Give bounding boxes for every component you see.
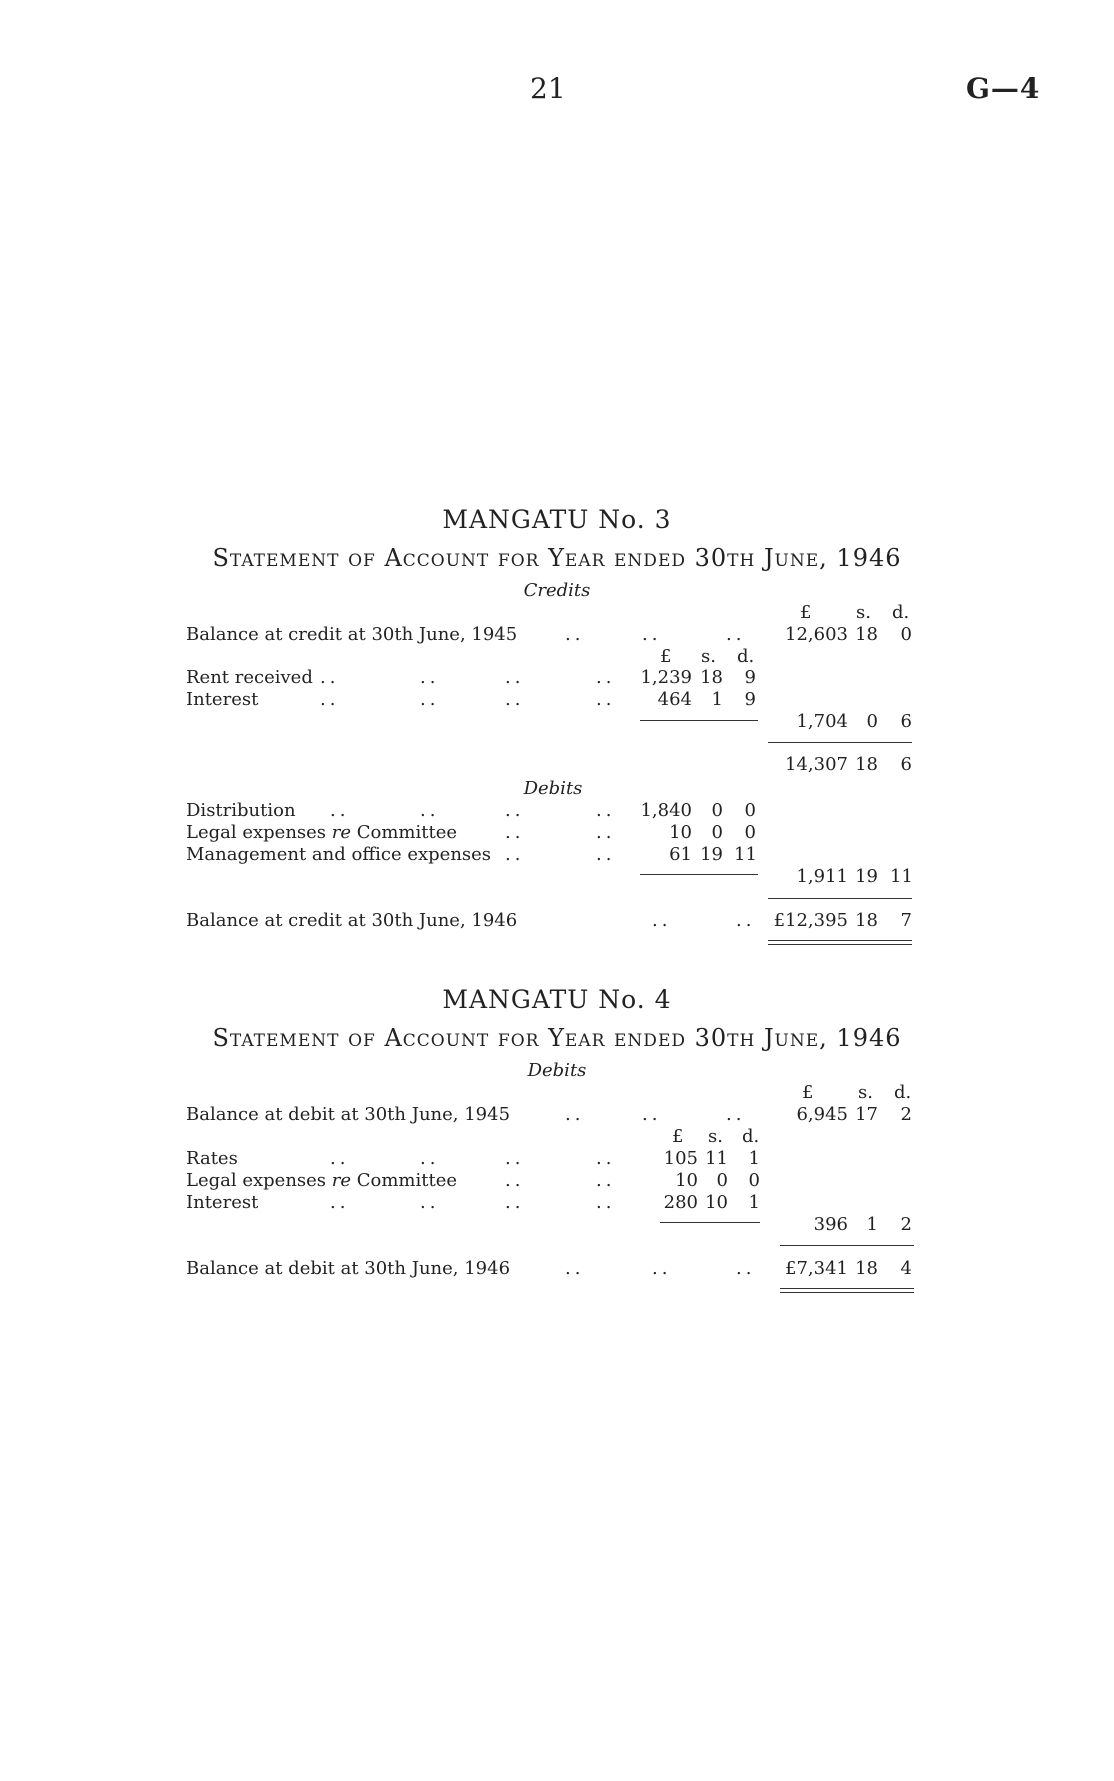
s1-subtotal-pounds: 14,307 xyxy=(785,754,848,775)
dot-leader: .. xyxy=(505,1148,525,1169)
s1-credit-pounds: 464 xyxy=(657,689,692,710)
s2-double-rule-bottom xyxy=(780,1292,914,1293)
dot-leader: .. xyxy=(596,844,616,865)
s2-inner-shillings-header: s. xyxy=(708,1126,723,1147)
s2-opening-shillings: 17 xyxy=(855,1104,878,1125)
label-part: Committee xyxy=(351,1170,458,1191)
dot-leader: .. xyxy=(505,800,525,821)
s1-opening-shillings: 18 xyxy=(855,624,878,645)
label-part: Legal expenses xyxy=(186,1170,332,1191)
s1-subtotal-shillings: 18 xyxy=(855,754,878,775)
document-reference: G—4 xyxy=(966,72,1041,105)
s2-double-rule-top xyxy=(780,1288,914,1289)
s1-credit-pence: 9 xyxy=(744,667,756,688)
s2-debit-pence: 0 xyxy=(748,1170,760,1191)
dot-leader: .. xyxy=(596,1170,616,1191)
label-emphasis: re xyxy=(331,1170,352,1191)
dot-leader: .. xyxy=(596,800,616,821)
s2-outer-pence-header: d. xyxy=(894,1082,912,1103)
s1-debits-total-shillings: 19 xyxy=(855,866,878,887)
s1-credits-total-pounds: 1,704 xyxy=(796,711,848,732)
section2-title: MANGATU No. 4 xyxy=(442,985,672,1014)
s1-subtotal-pence: 6 xyxy=(900,754,912,775)
section1-title: MANGATU No. 3 xyxy=(442,505,672,534)
dot-leader: .. xyxy=(505,822,525,843)
section1-credits-heading: Credits xyxy=(523,580,591,601)
s1-debit-shillings: 0 xyxy=(711,800,723,821)
dot-leader: .. xyxy=(565,1104,585,1125)
s2-inner-pence-header: d. xyxy=(742,1126,760,1147)
dot-leader: .. xyxy=(596,1192,616,1213)
s2-debit-pounds: 280 xyxy=(663,1192,698,1213)
s1-debit-shillings: 0 xyxy=(711,822,723,843)
s2-closing-shillings: 18 xyxy=(855,1258,878,1279)
s2-inner-pounds-header: £ xyxy=(672,1126,684,1147)
dot-leader: .. xyxy=(330,1192,350,1213)
dot-leader: .. xyxy=(652,1258,672,1279)
dot-leader: .. xyxy=(505,1192,525,1213)
s1-inner-shillings-header: s. xyxy=(701,646,716,667)
s1-outer-pence-header: d. xyxy=(892,602,910,623)
section2-debits-heading: Debits xyxy=(527,1060,587,1081)
dot-leader: .. xyxy=(505,689,525,710)
dot-leader: .. xyxy=(420,689,440,710)
s1-debits-total-pence: 11 xyxy=(890,866,913,887)
dot-leader: .. xyxy=(505,667,525,688)
s1-debit-label: Distribution xyxy=(186,800,296,821)
s2-debit-label xyxy=(186,1170,457,1191)
dot-leader: .. xyxy=(565,624,585,645)
s1-credits-rule xyxy=(640,720,758,721)
dot-leader: .. xyxy=(565,1258,585,1279)
dot-leader: .. xyxy=(420,1148,440,1169)
dot-leader: .. xyxy=(330,800,350,821)
s1-double-rule-bottom xyxy=(768,944,912,945)
s1-opening-pounds: 12,603 xyxy=(785,624,848,645)
s1-double-rule-top xyxy=(768,940,912,941)
dot-leader: .. xyxy=(330,1148,350,1169)
s1-debit-pence: 0 xyxy=(744,822,756,843)
s1-closing-shillings: 18 xyxy=(855,910,878,931)
s1-credits-total-pence: 6 xyxy=(900,711,912,732)
dot-leader: .. xyxy=(505,844,525,865)
dot-leader: .. xyxy=(420,800,440,821)
s2-debits-total-pence: 2 xyxy=(900,1214,912,1235)
s1-inner-pence-header: d. xyxy=(737,646,755,667)
section2-subtitle: Statement of Account for Year ended 30th June, 1946 xyxy=(212,1024,902,1052)
dot-leader: .. xyxy=(420,667,440,688)
dot-leader: .. xyxy=(726,1104,746,1125)
s1-opening-pence: 0 xyxy=(900,624,912,645)
s2-debits-rule xyxy=(660,1222,760,1223)
dot-leader: .. xyxy=(596,689,616,710)
s2-opening-pounds: 6,945 xyxy=(796,1104,848,1125)
s1-inner-pounds-header: £ xyxy=(660,646,672,667)
s1-credit-pounds: 1,239 xyxy=(640,667,692,688)
dot-leader: .. xyxy=(642,1104,662,1125)
s1-closing-pence: 7 xyxy=(900,910,912,931)
dot-leader: .. xyxy=(320,689,340,710)
dot-leader: .. xyxy=(652,910,672,931)
s2-debits-total-shillings: 1 xyxy=(866,1214,878,1235)
s1-subtotal-rule xyxy=(768,742,912,743)
label-emphasis: re xyxy=(331,822,352,843)
s2-debit-label: Rates xyxy=(186,1148,238,1169)
dot-leader: .. xyxy=(505,1170,525,1191)
dot-leader: .. xyxy=(596,822,616,843)
s1-outer-pounds-header: £ xyxy=(800,602,812,623)
s1-debit-pounds: 10 xyxy=(669,822,692,843)
s2-debit-pence: 1 xyxy=(748,1148,760,1169)
dot-leader: .. xyxy=(642,624,662,645)
dot-leader: .. xyxy=(320,667,340,688)
s2-outer-shillings-header: s. xyxy=(858,1082,873,1103)
s2-opening-label: Balance at debit at 30th June, 1945 xyxy=(186,1104,511,1125)
s2-debit-shillings: 0 xyxy=(716,1170,728,1191)
s1-outer-shillings-header: s. xyxy=(856,602,871,623)
s1-debits-rule xyxy=(640,874,758,875)
s1-debit-label: Management and office expenses xyxy=(186,844,492,865)
s2-debit-pounds: 105 xyxy=(663,1148,698,1169)
s1-opening-label: Balance at credit at 30th June, 1945 xyxy=(186,624,518,645)
s2-debit-shillings: 10 xyxy=(705,1192,728,1213)
s1-debit-pounds: 61 xyxy=(669,844,692,865)
s1-debits-total-pounds: 1,911 xyxy=(796,866,848,887)
s2-debits-total-pounds: 396 xyxy=(813,1214,848,1235)
s1-debit-shillings: 19 xyxy=(700,844,723,865)
s2-closing-label: Balance at debit at 30th June, 1946 xyxy=(186,1258,511,1279)
s2-opening-pence: 2 xyxy=(900,1104,912,1125)
s2-debit-pounds: 10 xyxy=(675,1170,698,1191)
s1-credit-label: Interest xyxy=(186,689,259,710)
s1-debit-pence: 0 xyxy=(744,800,756,821)
section1-debits-heading: Debits xyxy=(523,778,583,799)
page-number: 21 xyxy=(530,72,566,105)
dot-leader: .. xyxy=(726,624,746,645)
dot-leader: .. xyxy=(736,1258,756,1279)
s1-credit-pence: 9 xyxy=(744,689,756,710)
dot-leader: .. xyxy=(736,910,756,931)
s2-closing-pounds: £7,341 xyxy=(785,1258,848,1279)
s2-debit-shillings: 11 xyxy=(705,1148,728,1169)
s1-credits-total-shillings: 0 xyxy=(866,711,878,732)
dot-leader: .. xyxy=(596,1148,616,1169)
s1-credit-shillings: 1 xyxy=(711,689,723,710)
dot-leader: .. xyxy=(420,1192,440,1213)
s1-credit-label: Rent received xyxy=(186,667,313,688)
s2-closing-pence: 4 xyxy=(900,1258,912,1279)
s1-credit-shillings: 18 xyxy=(700,667,723,688)
s2-debit-pence: 1 xyxy=(748,1192,760,1213)
section1-subtitle: Statement of Account for Year ended 30th June, 1946 xyxy=(212,544,902,572)
s1-closing-rule xyxy=(768,898,912,899)
s2-closing-rule xyxy=(780,1245,914,1246)
s1-closing-label: Balance at credit at 30th June, 1946 xyxy=(186,910,518,931)
s1-debit-label xyxy=(186,822,457,843)
dot-leader: .. xyxy=(596,667,616,688)
s2-outer-pounds-header: £ xyxy=(802,1082,814,1103)
label-part: Committee xyxy=(351,822,458,843)
s1-closing-pounds: £12,395 xyxy=(773,910,848,931)
s1-debit-pounds: 1,840 xyxy=(640,800,692,821)
s1-debit-pence: 11 xyxy=(734,844,757,865)
label-part: Legal expenses xyxy=(186,822,332,843)
s2-debit-label: Interest xyxy=(186,1192,259,1213)
